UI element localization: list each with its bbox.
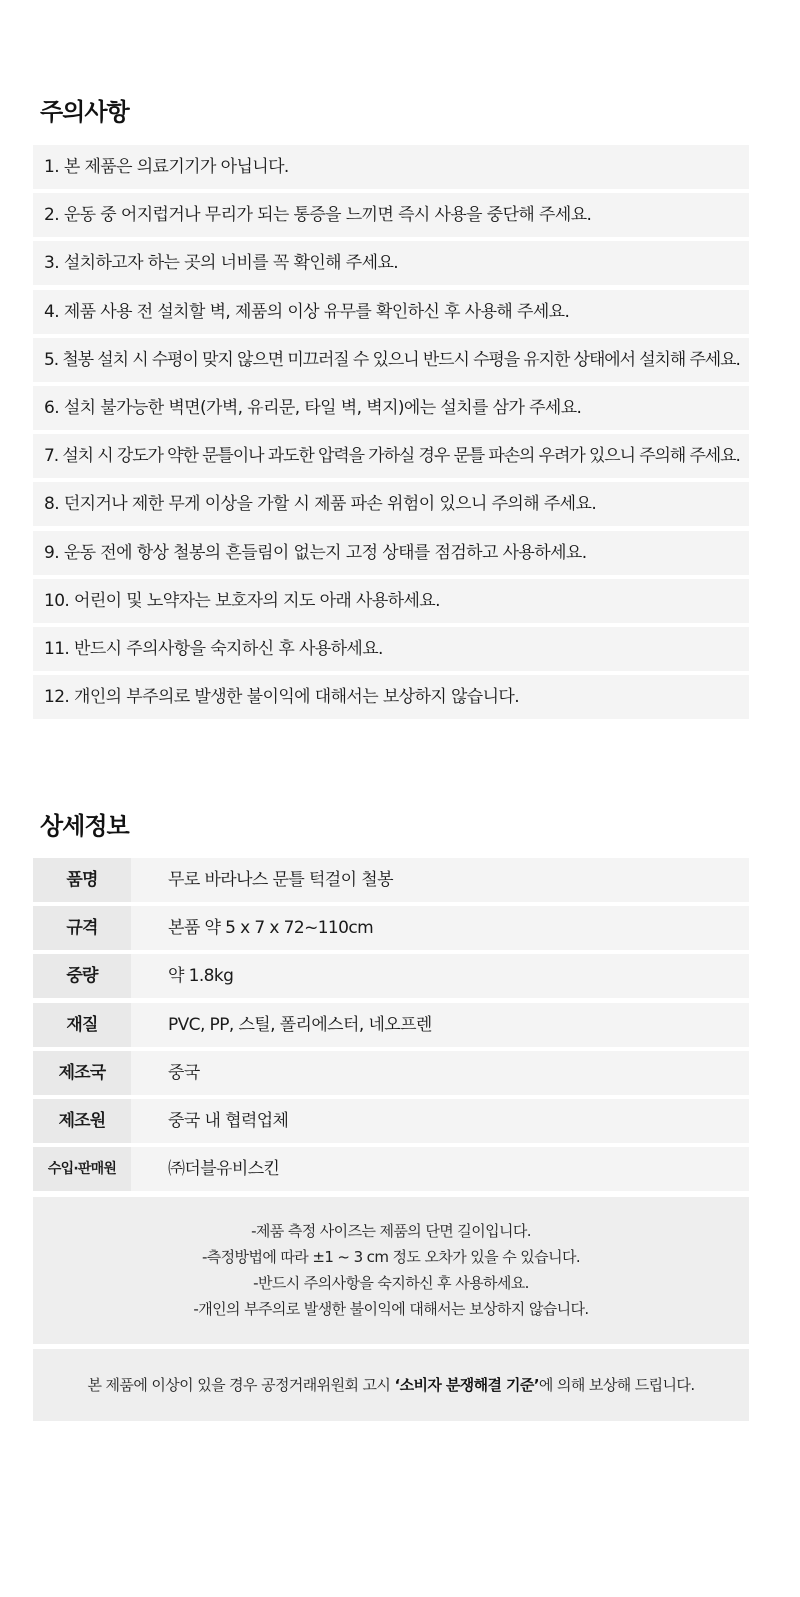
spec-value: PVC, PP, 스틸, 폴리에스터, 네오프렌: [131, 1003, 749, 1047]
spec-label: 제조국: [33, 1051, 131, 1095]
spec-row-manufacturer: [33, 1099, 749, 1143]
caution-list: [33, 145, 749, 723]
caution-section-title: 주의사항: [40, 98, 129, 126]
caution-item-10: 10. 어린이 및 노약자는 보호자의 지도 아래 사용하세요.: [33, 579, 749, 623]
spec-row-importer: [33, 1147, 749, 1191]
spec-value: 무로 바라나스 문틀 턱걸이 철봉: [131, 858, 749, 902]
spec-value: 약 1.8kg: [131, 954, 749, 998]
spec-label: 품명: [33, 858, 131, 902]
spec-label: 제조원: [33, 1099, 131, 1143]
spec-table: [33, 858, 749, 1195]
caution-item-8: 8. 던지거나 제한 무게 이상을 가할 시 제품 파손 위험이 있으니 주의해 주세요.: [33, 482, 749, 526]
caution-item-5: 5. 철봉 설치 시 수평이 맞지 않으면 미끄러질 수 있으니 반드시 수평을 유지한 상태에서 설치해 주세요.: [33, 338, 749, 382]
compensation-suffix: 에 의해 보상해 드립니다.: [538, 1376, 695, 1394]
compensation-notice: [33, 1349, 749, 1421]
spec-value: 중국 내 협력업체: [131, 1099, 749, 1143]
note-line: -제품 측정 사이즈는 제품의 단면 길이입니다.: [251, 1222, 531, 1240]
caution-item-6: 6. 설치 불가능한 벽면(가벽, 유리문, 타일 벽, 벽지)에는 설치를 삼가 주세요.: [33, 386, 749, 430]
spec-row-material: [33, 1003, 749, 1047]
spec-value: 중국: [131, 1051, 749, 1095]
spec-row-weight: [33, 954, 749, 998]
caution-item-3: 3. 설치하고자 하는 곳의 너비를 꼭 확인해 주세요.: [33, 241, 749, 285]
detail-section-title: 상세정보: [40, 812, 129, 840]
spec-label: 수입·판매원: [33, 1147, 131, 1191]
measurement-notes: [33, 1197, 749, 1344]
spec-value: ㈜더블유비스킨: [131, 1147, 749, 1191]
caution-item-11: 11. 반드시 주의사항을 숙지하신 후 사용하세요.: [33, 627, 749, 671]
note-line: -개인의 부주의로 발생한 불이익에 대해서는 보상하지 않습니다.: [193, 1300, 589, 1318]
spec-label: 중량: [33, 954, 131, 998]
spec-value: 본품 약 5 x 7 x 72~110cm: [131, 906, 749, 950]
spec-label: 재질: [33, 1003, 131, 1047]
spec-label: 규격: [33, 906, 131, 950]
caution-item-7: 7. 설치 시 강도가 약한 문틀이나 과도한 압력을 가하실 경우 문틀 파손의 우려가 있으니 주의해 주세요.: [33, 434, 749, 478]
spec-row-product-name: [33, 858, 749, 902]
caution-item-2: 2. 운동 중 어지럽거나 무리가 되는 통증을 느끼면 즉시 사용을 중단해 주세요.: [33, 193, 749, 237]
spec-row-country: [33, 1051, 749, 1095]
note-line: -반드시 주의사항을 숙지하신 후 사용하세요.: [253, 1274, 529, 1292]
spec-row-size: [33, 906, 749, 950]
compensation-emphasis: ‘소비자 분쟁해결 기준’: [394, 1376, 539, 1394]
compensation-prefix: 본 제품에 이상이 있을 경우 공정거래위원회 고시: [87, 1376, 395, 1394]
caution-item-1: 1. 본 제품은 의료기기가 아닙니다.: [33, 145, 749, 189]
caution-item-4: 4. 제품 사용 전 설치할 벽, 제품의 이상 유무를 확인하신 후 사용해 주세요.: [33, 290, 749, 334]
note-line: -측정방법에 따라 ±1 ~ 3 cm 정도 오차가 있을 수 있습니다.: [201, 1248, 581, 1266]
caution-item-12: 12. 개인의 부주의로 발생한 불이익에 대해서는 보상하지 않습니다.: [33, 675, 749, 719]
caution-item-9: 9. 운동 전에 항상 철봉의 흔들림이 없는지 고정 상태를 점검하고 사용하세요.: [33, 531, 749, 575]
